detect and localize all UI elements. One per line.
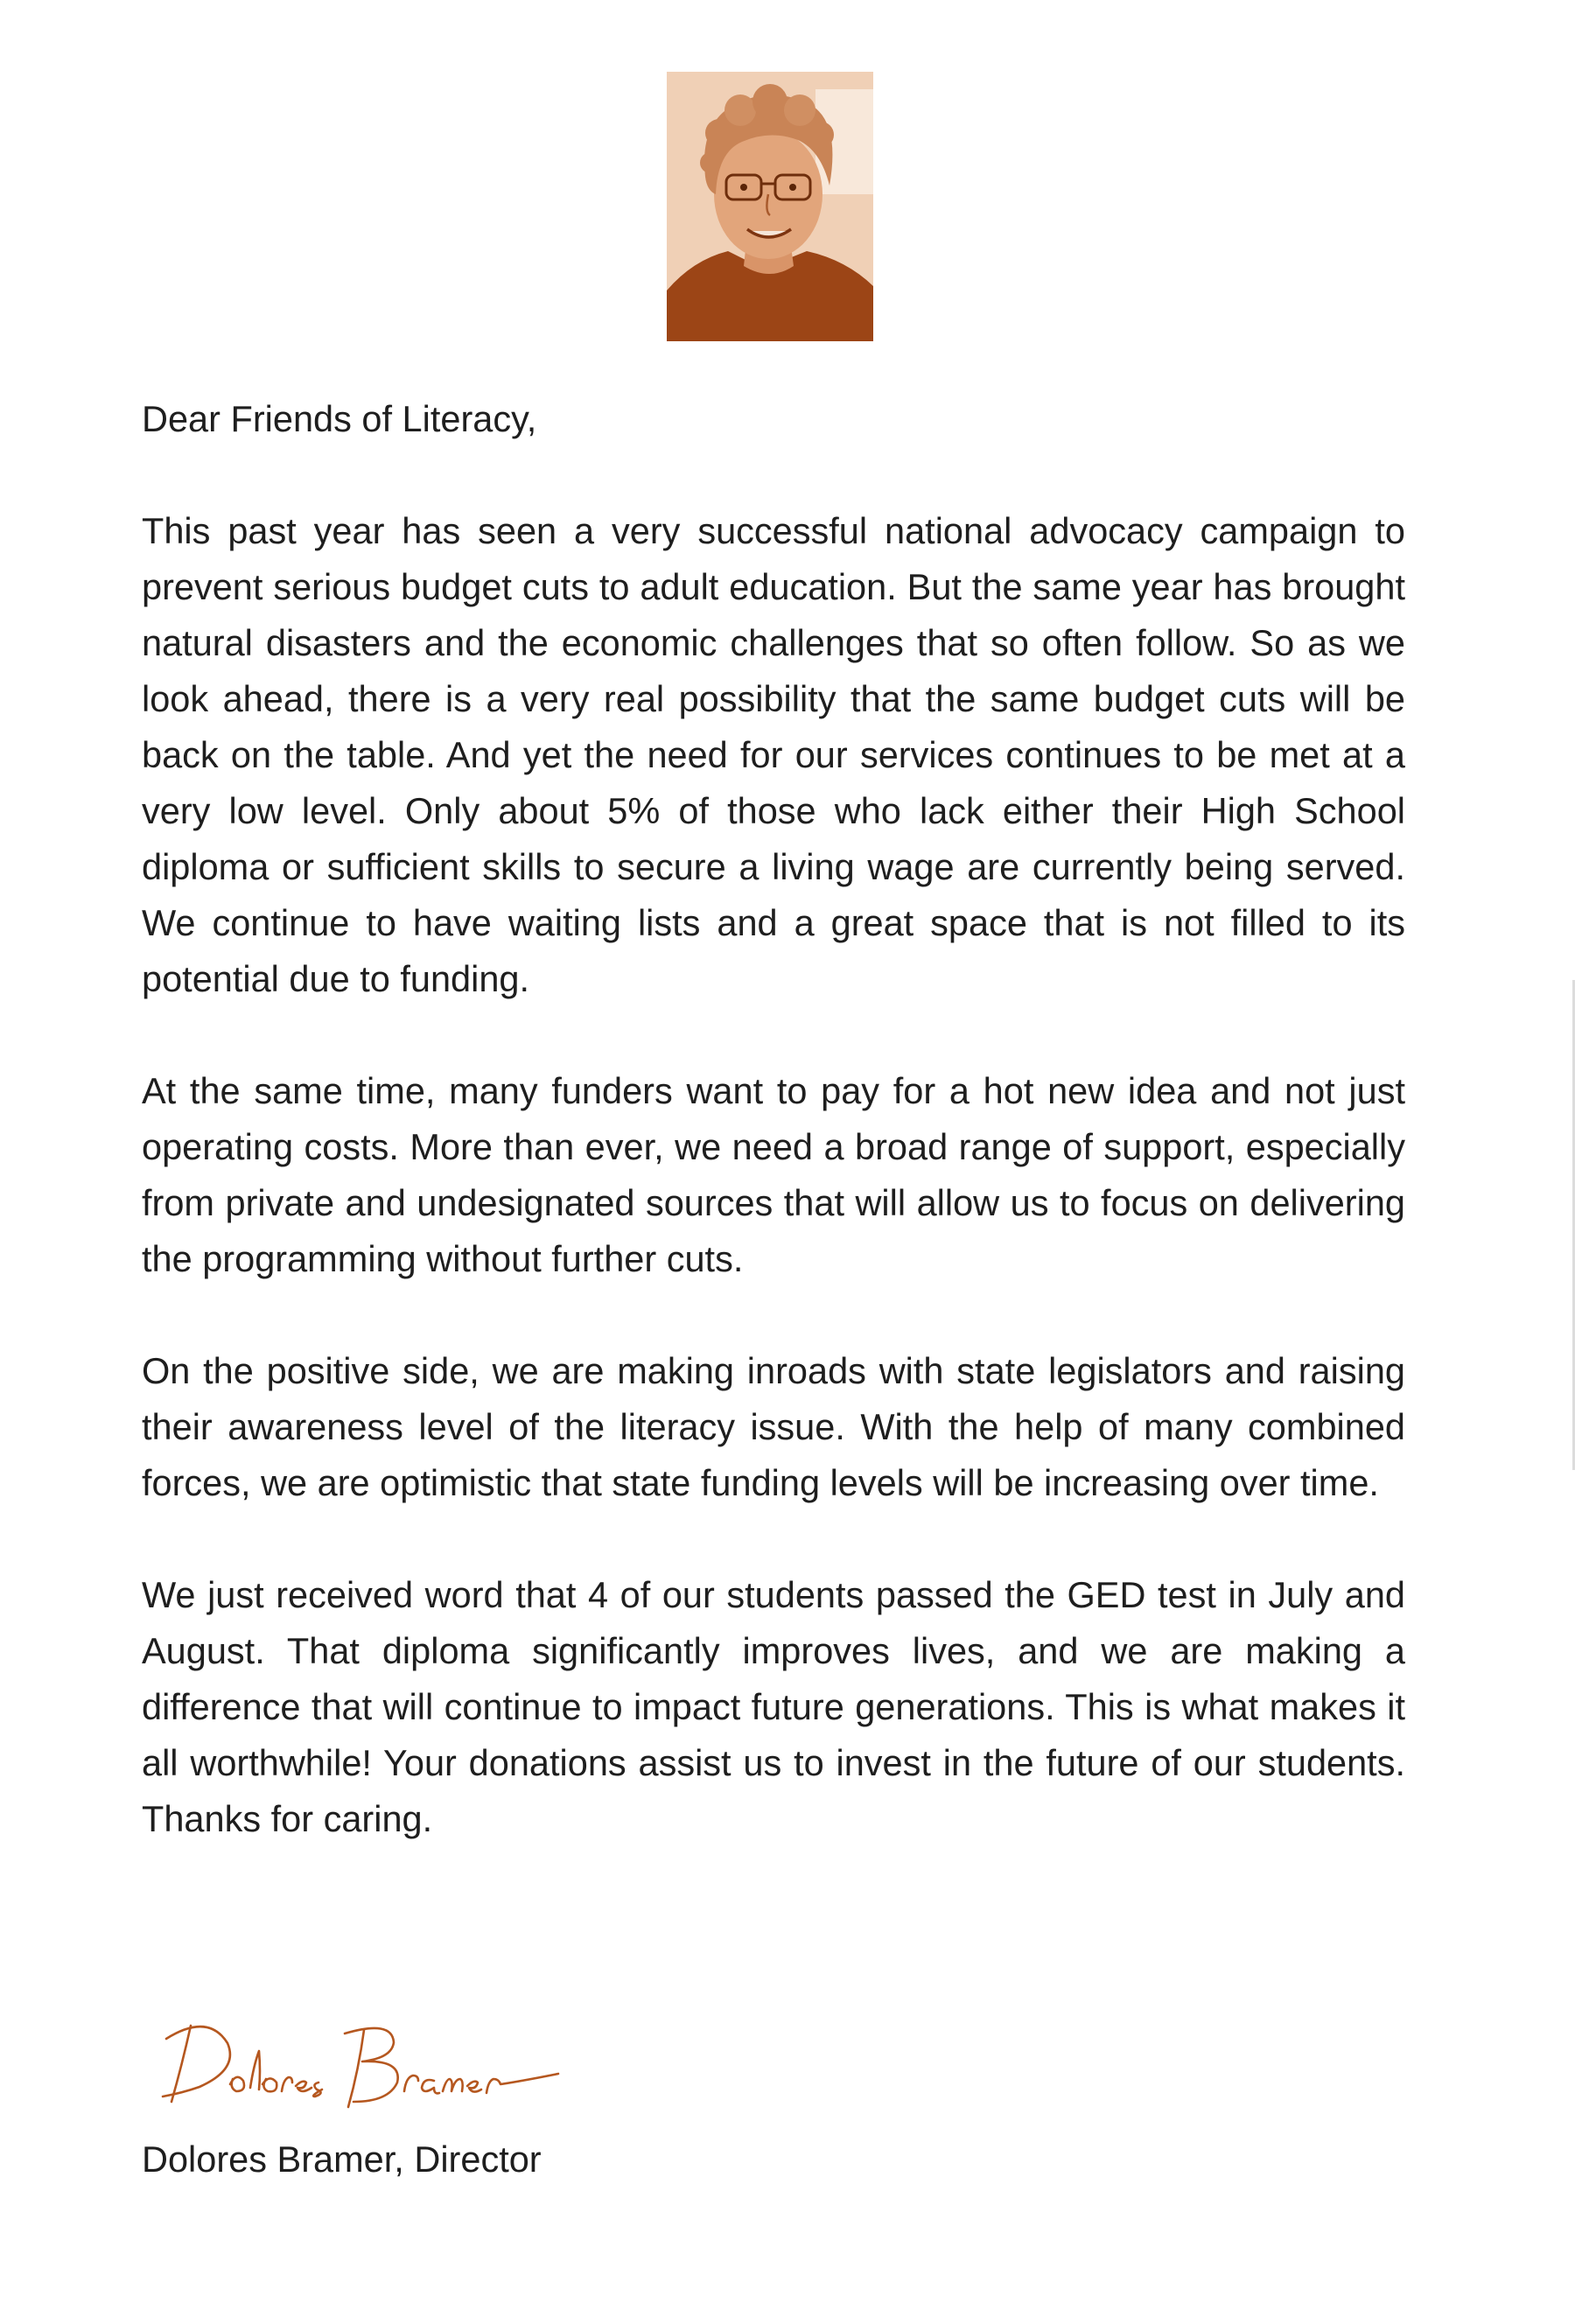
letter-body xyxy=(142,391,1405,1903)
person-portrait-icon xyxy=(667,72,873,341)
paragraph-budget-cuts: This past year has seen a very successful national advocacy campaign to prevent serious budget cuts to adult education. But the same year has brought natural disasters and the economic challenges that so often follow. So as we look ahead, there is a very real possibility that the same budget cuts will be back on the table. And yet the need for our services continues to be met at a very low level. Only about 5% of those who lack either their High School diploma or sufficient skills to secure a living wage are currently being served. We continue to have waiting lists and a great space that is not filled to its potential due to funding. xyxy=(142,510,1405,999)
handwritten-signature xyxy=(156,2004,576,2118)
paragraph-funders: At the same time, many funders want to pay for a hot new idea and not just operating costs. More than ever, we need a broad range of support, especially from private and undesignated sources that will allow us to focus on delivering the programming without further cuts. xyxy=(142,1070,1405,1279)
signature-icon xyxy=(156,2004,576,2118)
paragraph-ged-results: We just received word that 4 of our students passed the GED test in July and August. That diploma significantly improves lives, and we are making a difference that will continue to impact future generations. This is what makes it all worthwhile! Your donations assist us to invest in the future of our students. Thanks for caring. xyxy=(142,1574,1405,1839)
salutation: Dear Friends of Literacy, xyxy=(142,398,537,439)
director-portrait xyxy=(667,72,873,341)
signoff-name-title: Dolores Bramer, Director xyxy=(142,2138,542,2180)
paragraph-legislators: On the positive side, we are making inroads with state legislators and raising their awareness level of the literacy issue. With the help of many combined forces, we are optimistic that state funding levels will be increasing over time. xyxy=(142,1350,1405,1503)
